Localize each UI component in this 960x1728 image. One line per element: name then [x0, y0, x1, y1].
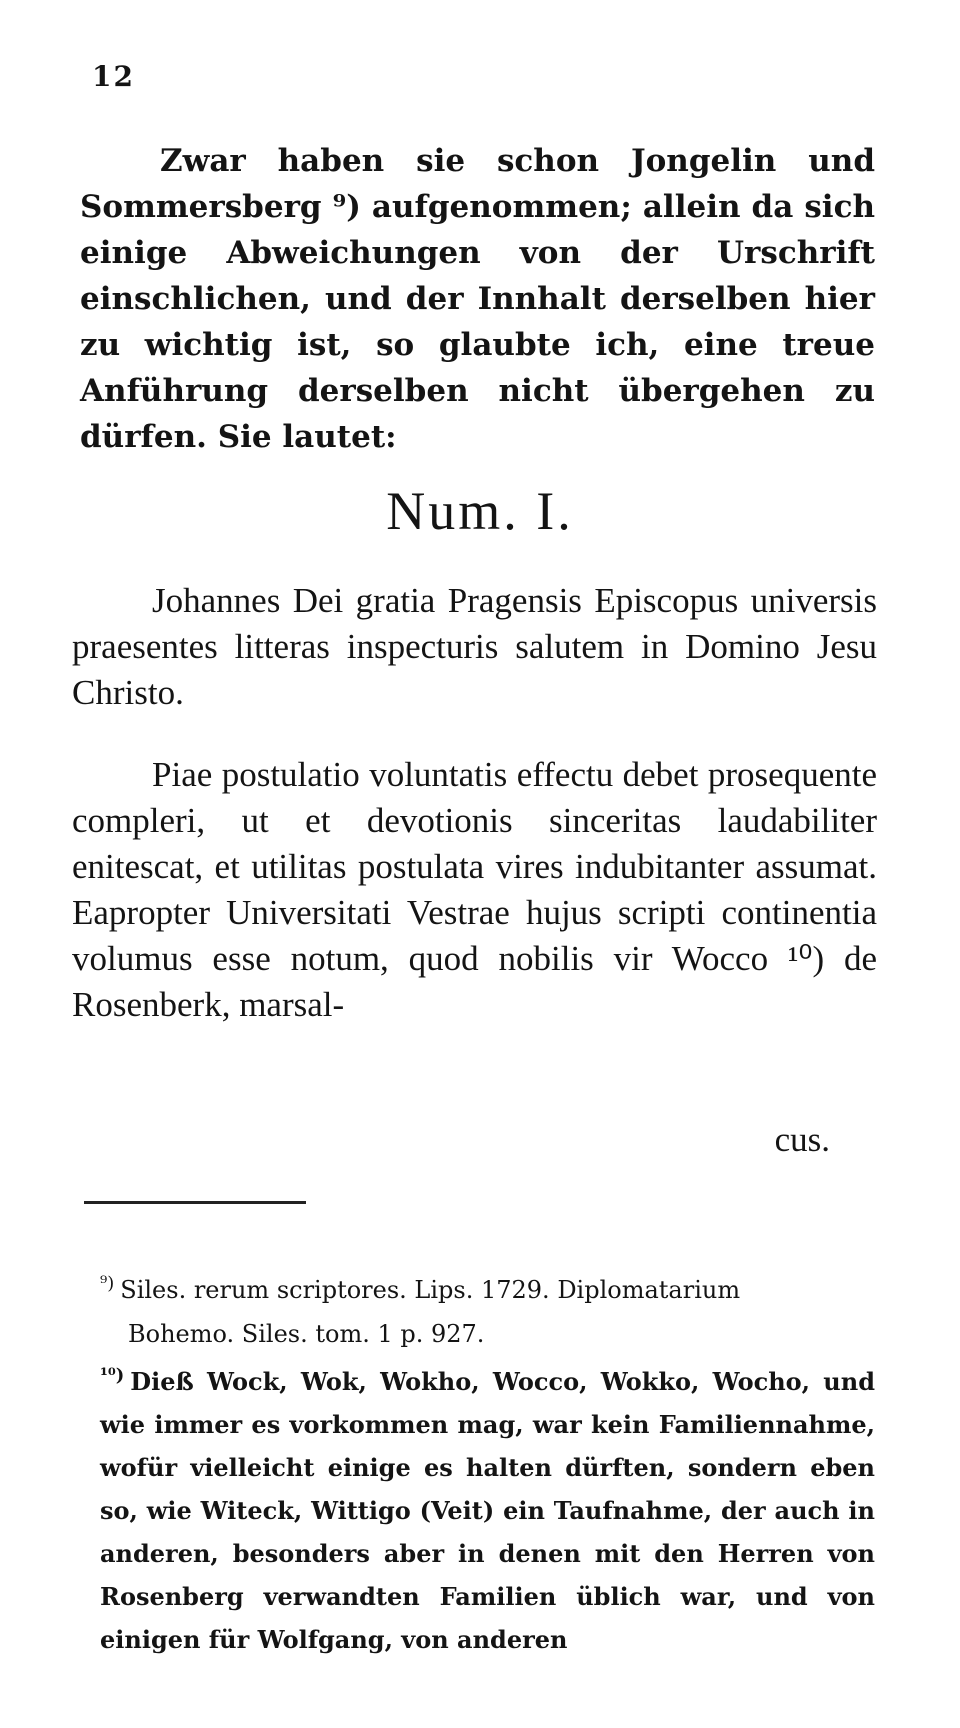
- footnote-text: Dieß Wock, Wok, Wokho, Wocco, Wokko, Wocho, und wie immer es vorkommen mag, war kein Familiennahme, wofür vielleicht einige es halten dürften, sondern eben so, wie Witeck, Wittigo (Veit) ein Taufnahme, der auch in anderen, besonders aber in denen mit den Herren von Rosenberg verwandten Familien üblich war, und von einigen für Wolfgang, von anderen: [100, 1367, 875, 1654]
- footnote-mark: ⁹): [100, 1273, 115, 1294]
- footnote-text: Siles. rerum scriptores. Lips. 1729. Diplomatarium: [120, 1276, 741, 1304]
- latin-salutation: [72, 578, 877, 716]
- footnote-10: [100, 1354, 875, 1661]
- footnote-divider: [84, 1201, 306, 1204]
- footnote-9: [100, 1262, 875, 1356]
- catchword: cus.: [774, 1120, 830, 1159]
- page-number: 12: [92, 60, 135, 93]
- intro-paragraph: [80, 138, 875, 460]
- latin-body-text: Piae postulatio voluntatis effectu debet prosequente compleri, ut et devotionis sinceritas laudabiliter enitescat, et utilitas postulata vires indubitanter assumat. Eapropter Universitati Vestrae hujus scripti continentia volumus esse notum, quod nobilis vir Wocco ¹⁰) de Rosenberk, marsal-: [72, 755, 877, 1024]
- footnote-mark: ¹⁰): [100, 1365, 125, 1386]
- intro-text: Zwar haben sie schon Jongelin und Sommersberg ⁹) aufgenommen; allein da sich einige Abweichungen von der Urschrift einschlichen, und der Innhalt derselben hier zu wichtig ist, so glaubte ich, eine treue Anführung derselben nicht übergehen zu dürfen. Sie lautet:: [80, 143, 875, 455]
- latin-body-paragraph: [72, 752, 877, 1028]
- footnote-text-continued: Bohemo. Siles. tom. 1 p. 927.: [128, 1320, 485, 1348]
- section-heading: Num. I.: [386, 481, 574, 541]
- latin-salutation-text: Johannes Dei gratia Pragensis Episcopus universis praesentes litteras inspecturis salutem in Domino Jesu Christo.: [72, 581, 877, 712]
